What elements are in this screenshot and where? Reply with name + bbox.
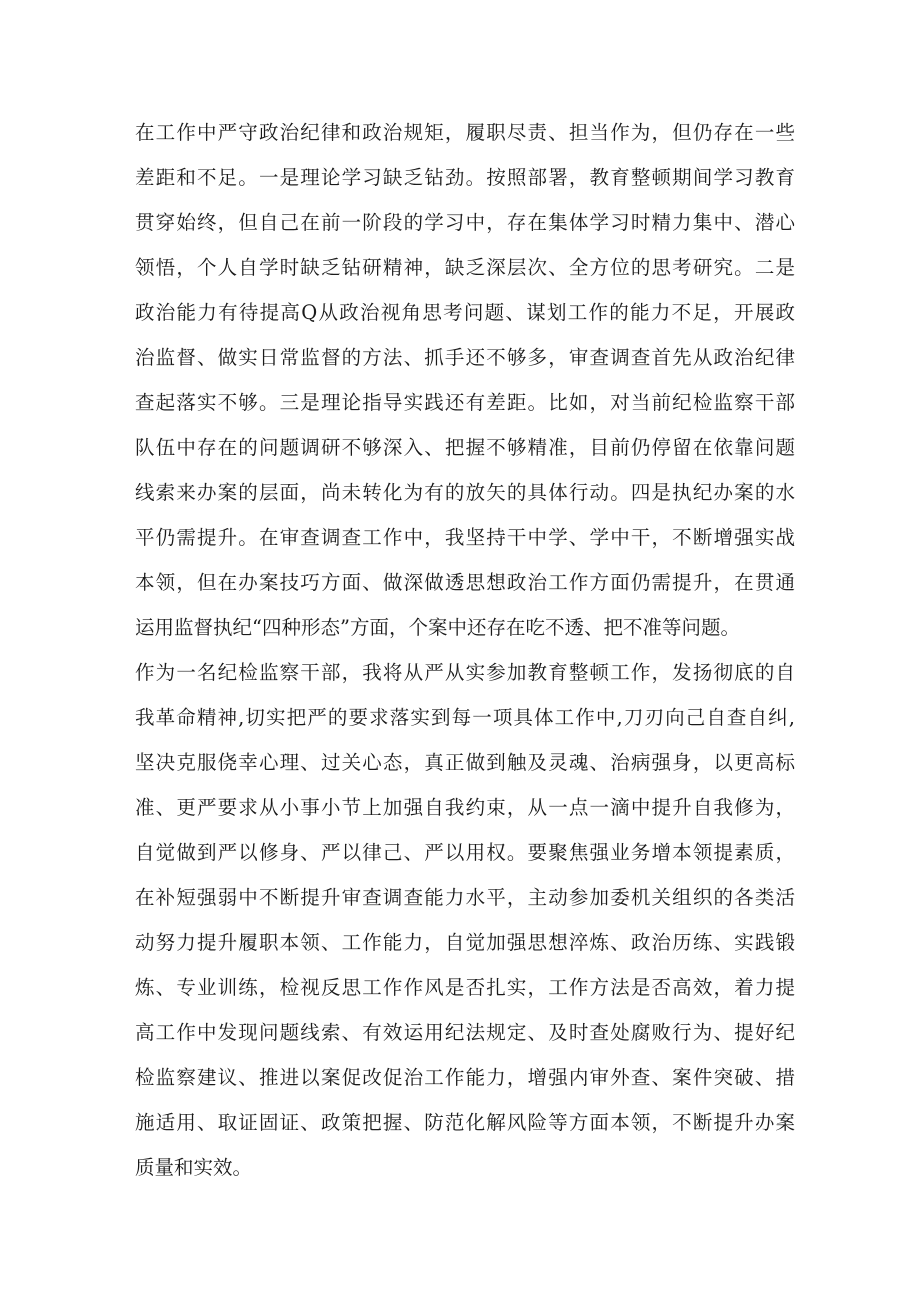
text-line: 查起落实不够。三是理论指导实践还有差距。比如，对当前纪检监察干部 <box>135 391 795 414</box>
text-line: 治监督、做实日常监督的方法、抓手还不够多，审查调查首先从政治纪律 <box>135 346 795 369</box>
text-line: 领悟，个人自学时缺乏钻研精神，缺乏深层次、全方位的思考研究。二是 <box>135 256 795 279</box>
text-line: 施适用、取证固证、政策把握、防范化解风险等方面本领，不断提升办案 <box>135 1111 795 1134</box>
text-line: 线索来办案的层面，尚未转化为有的放矢的具体行动。四是执纪办案的水 <box>135 481 795 504</box>
text-line: 检监察建议、推进以案促改促治工作能力，增强内审外查、案件突破、措 <box>135 1066 795 1089</box>
text-line: 在工作中严守政治纪律和政治规矩，履职尽责、担当作为，但仍存在一些 <box>135 121 795 144</box>
text-line: 坚决克服侥幸心理、过关心态，真正做到触及灵魂、治病强身，以更高标 <box>135 751 795 774</box>
text-line: 本领，但在办案技巧方面、做深做透思想政治工作方面仍需提升，在贯通 <box>135 571 795 594</box>
text-line: 差距和不足。一是理论学习缺乏钻劲。按照部署，教育整顿期间学习教育 <box>135 166 795 189</box>
text-line: 质量和实效。 <box>135 1156 253 1179</box>
text-line: 自觉做到严以修身、严以律己、严以用权。要聚焦强业务增本领提素质， <box>135 841 795 864</box>
text-line: 我革命精神,切实把严的要求落实到每一项具体工作中,刀刃向己自查自纠, <box>135 706 795 729</box>
text-line: 在补短强弱中不断提升审查调查能力水平，主动参加委机关组织的各类活 <box>135 886 795 909</box>
text-line: 贯穿始终，但自己在前一阶段的学习中，存在集体学习时精力集中、潜心 <box>135 211 795 234</box>
text-line: 准、更严要求从小事小节上加强自我约束，从一点一滴中提升自我修为， <box>135 796 795 819</box>
text-line: 队伍中存在的问题调研不够深入、把握不够精准，目前仍停留在依靠问题 <box>135 436 795 459</box>
text-line: 政治能力有待提高Q从政治视角思考问题、谋划工作的能力不足，开展政 <box>135 301 795 324</box>
text-line: 运用监督执纪“四种形态”方面，个案中还存在吃不透、把不准等问题。 <box>135 616 740 639</box>
text-line: 平仍需提升。在审查调查工作中，我坚持干中学、学中干，不断增强实战 <box>135 526 795 549</box>
text-line: 高工作中发现问题线索、有效运用纪法规定、及时查处腐败行为、提好纪 <box>135 1021 795 1044</box>
text-line: 炼、专业训练，检视反思工作作风是否扎实，工作方法是否高效，着力提 <box>135 976 795 999</box>
text-line: 作为一名纪检监察干部，我将从严从实参加教育整顿工作，发扬彻底的自 <box>135 661 795 684</box>
text-line: 动努力提升履职本领、工作能力，自觉加强思想淬炼、政治历练、实践锻 <box>135 931 795 954</box>
